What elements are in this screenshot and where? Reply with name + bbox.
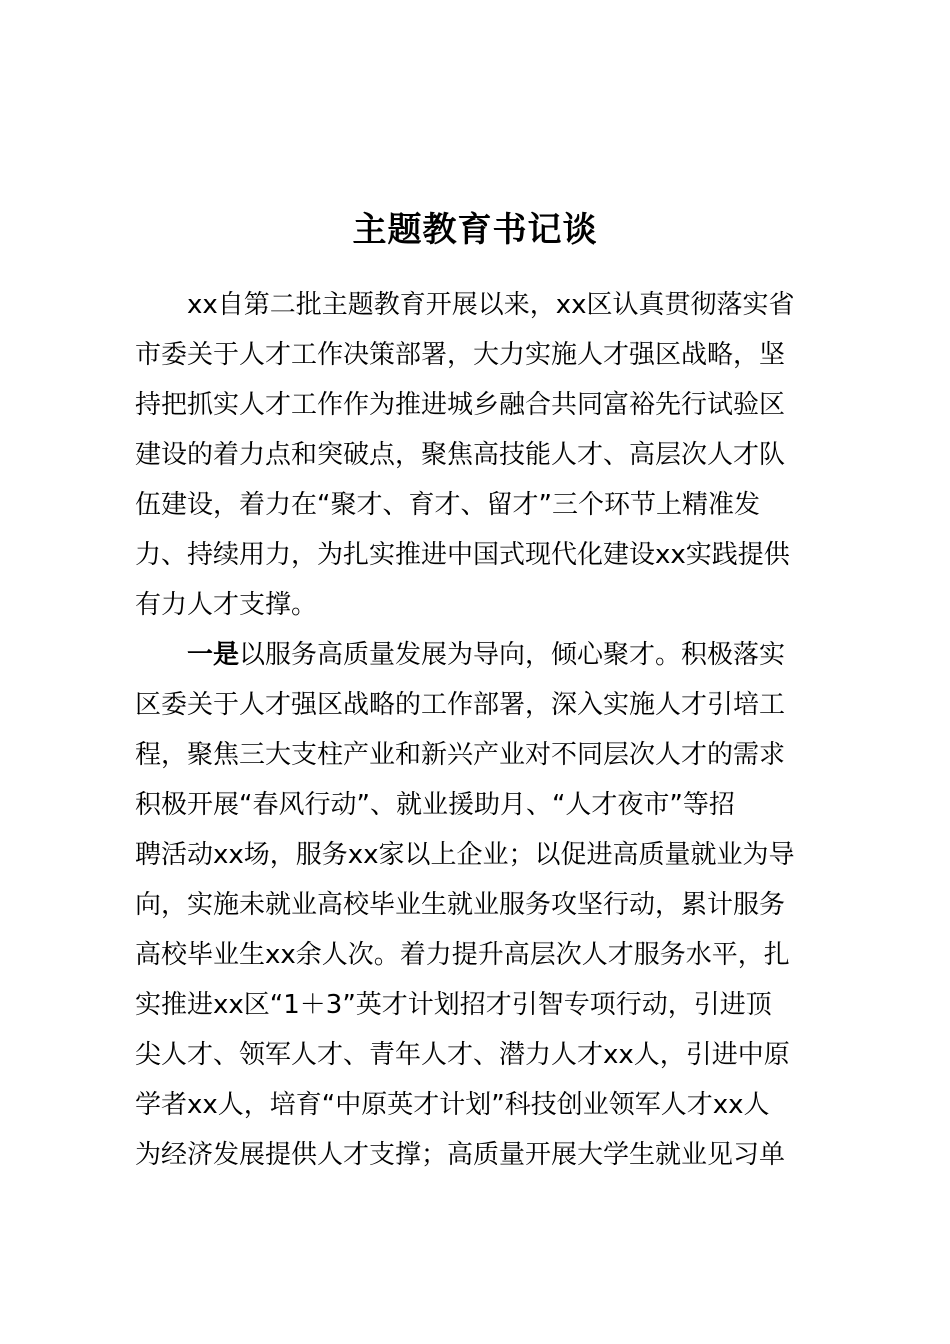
paragraph-2-lead: 一是	[187, 640, 240, 670]
paragraph-1-line: 市委关于人才工作决策部署，大力实施人才强区战略，坚	[135, 340, 786, 370]
paragraph-2-first-line	[135, 630, 845, 680]
paragraph-2-first-line-text: 以服务高质量发展为导向，倾心聚才。积极落实	[239, 640, 786, 670]
paragraph-2-line: 聘活动xx场，服务xx家以上企业；以促进高质量就业为导	[135, 840, 795, 870]
paragraph-1-line: 伍建设，着力在“聚才、育才、留才”三个环节上精准发	[135, 490, 760, 520]
paragraph-2-line: 为经济发展提供人才支撑；高质量开展大学生就业见习单	[135, 1140, 786, 1170]
paragraph-2-line: 区委关于人才强区战略的工作部署，深入实施人才引培工	[135, 690, 786, 720]
document-body	[135, 280, 845, 1180]
paragraph-1-line: xx自第二批主题教育开展以来，xx区认真贯彻落实省	[187, 290, 795, 320]
paragraph-1-line: 持把抓实人才工作作为推进城乡融合共同富裕先行试验区	[135, 390, 786, 420]
paragraph-1-line: 建设的着力点和突破点，聚焦高技能人才、高层次人才队	[135, 440, 786, 470]
paragraph-1-line: 有力人才支撑。	[135, 590, 318, 620]
paragraph-2-line: 实推进xx区“1＋3”英才计划招才引智专项行动，引进顶	[135, 990, 772, 1020]
paragraph-1-line: 力、持续用力，为扎实推进中国式现代化建设xx实践提供	[135, 540, 790, 570]
paragraph-2-line: 积极开展“春风行动”、就业援助月、“人才夜市”等招	[135, 790, 735, 820]
paragraph-2-line: 尖人才、领军人才、青年人才、潜力人才xx人，引进中原	[135, 1040, 790, 1070]
paragraph-2-line: 学者xx人，培育“中原英才计划”科技创业领军人才xx人	[135, 1090, 770, 1120]
paragraph-2-line: 向，实施未就业高校毕业生就业服务攻坚行动，累计服务	[135, 890, 786, 920]
paragraph-2-line: 程，聚焦三大支柱产业和新兴产业对不同层次人才的需求	[135, 740, 786, 770]
document-title: 主题教育书记谈	[352, 210, 598, 250]
paragraph-2-line: 高校毕业生xx余人次。着力提升高层次人才服务水平，扎	[135, 940, 790, 970]
